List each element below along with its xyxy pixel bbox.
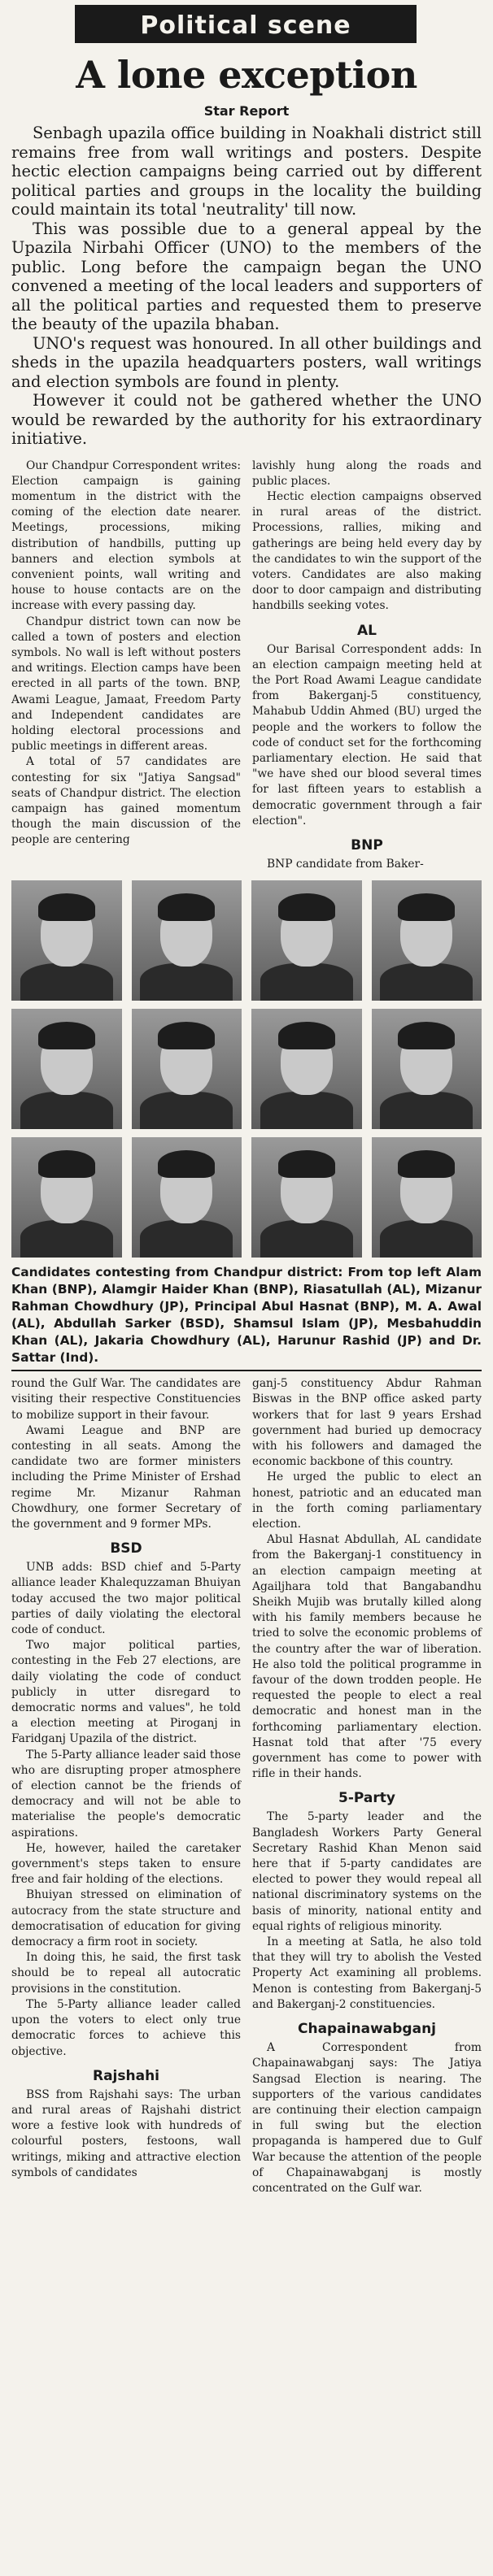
article-paragraph: Bhuiyan stressed on elimination of autocracy from the state structure and democratisation of education for giving democracy a firm root in society. xyxy=(11,1888,241,1949)
candidate-portrait xyxy=(11,1137,122,1258)
candidate-photo-grid xyxy=(11,880,482,1258)
article-paragraph: Awami League and BNP are contesting in all seats. Among the candidate two are former ministers including the Prime Minister of Ershad regime Mr. Mizanur Rahman Chowdhury, one former Secretary of the government and 9 former MPs. xyxy=(11,1423,241,1531)
article-paragraph: UNB adds: BSD chief and 5-Party alliance leader Khalequzzaman Bhuiyan today accused the two major political parties of daily violating the electoral code of conduct. xyxy=(11,1561,241,1637)
lower-columns xyxy=(11,1376,482,2196)
article-paragraph: Our Chandpur Correspondent writes: Election campaign is gaining momentum in the district with the coming of the election date nearer. Meetings, processions, miking distribution of handbills, putting up banners and election symbols at convenient points, wall writing and house to house contacts are on the increase with every passing day. xyxy=(11,458,241,613)
article-paragraph: He, however, hailed the caretaker government's steps taken to ensure free and fair holding of the elections. xyxy=(11,1841,241,1887)
article-paragraph: The 5-Party alliance leader said those who are disrupting proper atmosphere of election cannot be the friends of democracy and will not be able to materialise the people's democratic aspirations. xyxy=(11,1748,241,1840)
candidate-portrait xyxy=(132,1137,242,1258)
headline: A lone exception xyxy=(76,53,417,97)
lead-paragraphs xyxy=(11,124,482,449)
upper-right-column xyxy=(252,458,482,873)
article-paragraph: A Correspondent from Chapainawabganj says: The Jatiya Sangsad Election is nearing. The supporters of the various candidates are continuing their election campaign in full swing but the election propaganda is hampered due to Gulf War because the attention of the people of Chapainawabganj is mostly concentrated on the Gulf war. xyxy=(252,2041,482,2195)
candidate-portrait xyxy=(132,1009,242,1129)
article-paragraph: The 5-party leader and the Bangladesh Workers Party General Secretary Rashid Khan Menon said here that if 5-party candidates are elected to power they would repeal all national discriminatory systems on the basis of minority, national entity and equal rights of religious minority. xyxy=(252,1810,482,1933)
article-paragraph: BSS from Rajshahi says: The urban and rural areas of Rajshahi district wore a festive look with hundreds of colourful posters, festoons, wall writings, miking and attractive election symbols of candidates xyxy=(11,2087,241,2179)
candidate-portrait xyxy=(251,880,362,1001)
candidate-portrait xyxy=(372,880,482,1001)
candidate-portrait xyxy=(372,1137,482,1258)
candidate-portrait xyxy=(11,880,122,1001)
subhead-bsd: BSD xyxy=(110,1540,142,1557)
photo-caption: Candidates contesting from Chandpur district: From top left Alam Khan (BNP), Alamgir Haider Khan (BNP), Riasatullah (AL), Mizanur Rahman Chowdhury (JP), Principal Abul Hasnat (BNP), M. A. Awal (AL), Abdullah Sarker (BSD), Shamsul Islam (JP), Mesbahuddin Khan (AL), Jakaria Chowdhury (AL), Harunur Rashid (JP) and Dr. Sattar (Ind). xyxy=(11,1265,482,1366)
article-paragraph: BNP candidate from Baker- xyxy=(267,857,424,871)
article-paragraph: Abul Hasnat Abdullah, AL candidate from the Bakerganj-1 constituency in an election campaign meeting at Agailjhara told that Bangabandhu Sheikh Mujib was brutally killed along with his family members because he tried to solve the economic problems of the country after the war of liberation. He also told the political programme in favour of the down trodden people. He requested the people to elect a real democratic and honest man in the forthcoming parliamentary election. Hasnat told that after '75 every government has come to power with rifle in their hands. xyxy=(252,1533,482,1781)
upper-left-column xyxy=(11,458,241,873)
lead-paragraph: However it could not be gathered whether the UNO would be rewarded by the authority for his extraordinary initiative. xyxy=(11,391,482,448)
section-banner: Political scene xyxy=(75,5,417,43)
byline: Star Report xyxy=(203,103,290,119)
subhead-bnp: BNP xyxy=(351,836,383,854)
article-paragraph: Our Barisal Correspondent adds: In an election campaign meeting held at the Port Road Awami League candidate from Bakerganj-5 constituency, Mahabub Uddin Ahmed (BU) urged the people and the workers to follow the code of conduct set for the forthcoming parliamentary election. He said that "we have shed our blood several times for last fifteen years to establish a democratic government through a fair election". xyxy=(252,642,482,828)
candidate-portrait xyxy=(11,1009,122,1129)
candidate-portrait xyxy=(132,880,242,1001)
candidate-portrait xyxy=(251,1009,362,1129)
article-paragraph: In a meeting at Satla, he also told that they will try to abolish the Vested Property Act examining all problems. Menon is contesting from Bakerganj-5 and Bakerganj-2 constituencies. xyxy=(252,1935,482,2011)
article-paragraph: lavishly hung along the roads and public places. xyxy=(252,458,482,488)
subhead-chapainawabganj: Chapainawabganj xyxy=(297,2021,436,2038)
subhead-rajshahi: Rajshahi xyxy=(92,2067,159,2084)
article-paragraph: A total of 57 candidates are contesting for six "Jatiya Sangsad" seats of Chandpur district. The election campaign has gained momentum though the main discussion of the people are centering xyxy=(11,755,241,847)
article-paragraph: Hectic election campaigns observed in rural areas of the district. Processions, rallies, miking and gatherings are being held every day by the candidates to win the support of the voters. Candidates are also making door to door campaign and distributing handbills seeking votes. xyxy=(252,489,482,613)
article-paragraph: Two major political parties, contesting in the Feb 27 elections, are daily violating the code of conduct publicly in utter disregard to democratic norms and values", he told a election meeting at Piroganj in Faridganj Upazila of the district. xyxy=(11,1639,241,1746)
article-paragraph: round the Gulf War. The candidates are visiting their respective Constituencies to mobilize support in their favour. xyxy=(11,1377,241,1422)
lead-paragraph: Senbagh upazila office building in Noakhali district still remains free from wall writings and posters. Despite hectic election campaigns being carried out by different political parties and groups in the locality the building could maintain its total 'neutrality' till now. xyxy=(11,124,482,219)
article-paragraph: The 5-Party alliance leader called upon the voters to elect only true democratic forces to achieve this objective. xyxy=(11,1997,241,2058)
subhead-al: AL xyxy=(357,622,377,639)
candidate-portrait xyxy=(372,1009,482,1129)
article-paragraph: He urged the public to elect an honest, patriotic and an educated man in the forth coming parliamentary election. xyxy=(252,1470,482,1531)
candidate-portrait xyxy=(251,1137,362,1258)
divider xyxy=(11,1370,482,1371)
lower-left-column xyxy=(11,1376,241,2196)
lower-right-column xyxy=(252,1376,482,2196)
upper-columns xyxy=(11,458,482,873)
subhead-5party: 5-Party xyxy=(338,1790,395,1807)
article-paragraph: ganj-5 constituency Abdur Rahman Biswas in the BNP office asked party workers that for last 9 years Ershad government had buried up democracy with his followers and damaged the economic backbone of this country. xyxy=(252,1377,482,1469)
article-paragraph: Chandpur district town can now be called a town of posters and election symbols. No wall is left without posters and writings. Election camps have been erected in all parts of the town. BNP, Awami League, Jamaat, Freedom Party and Independent candidates are holding electoral processions and public meetings in different areas. xyxy=(11,615,241,754)
article-paragraph: In doing this, he said, the first task should be to repeal all autocratic provisions in the constitution. xyxy=(11,1951,241,1996)
lead-paragraph: UNO's request was honoured. In all other buildings and sheds in the upazila headquarters posters, wall writings and election symbols are found in plenty. xyxy=(11,333,482,391)
lead-paragraph: This was possible due to a general appeal by the Upazila Nirbahi Officer (UNO) to the members of the public. Long before the campaign began the UNO convened a meeting of the local leaders and supporters of all the political parties and requested them to preserve the beauty of the upazila bhaban. xyxy=(11,219,482,333)
